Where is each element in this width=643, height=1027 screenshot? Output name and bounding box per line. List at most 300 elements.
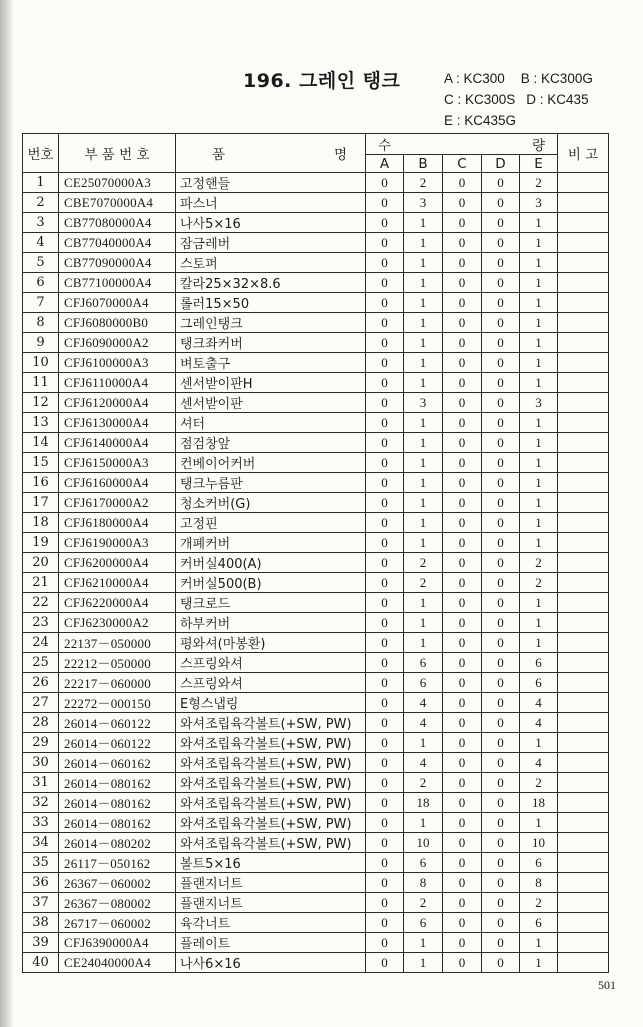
qty-e: 1 xyxy=(520,473,558,493)
header-name-2: 명 xyxy=(333,147,347,163)
part-name: 와셔조립육각볼트(+SW, PW) xyxy=(176,733,366,753)
row-number: 7 xyxy=(23,293,59,313)
part-name: 컨베이어커버 xyxy=(176,453,366,473)
qty-b: 1 xyxy=(404,373,443,393)
qty-b: 1 xyxy=(404,213,443,233)
table-row xyxy=(23,433,609,453)
qty-b: 1 xyxy=(404,253,443,273)
row-number: 21 xyxy=(23,573,59,593)
qty-b: 18 xyxy=(404,793,443,813)
qty-c: 0 xyxy=(443,873,482,893)
part-number: CFJ6150000A3 xyxy=(59,453,176,473)
part-name: 스프링와셔 xyxy=(176,673,366,693)
qty-a: 0 xyxy=(366,613,404,633)
table-row xyxy=(23,933,609,953)
row-number: 8 xyxy=(23,313,59,333)
row-number: 25 xyxy=(23,653,59,673)
table-row xyxy=(23,673,609,693)
qty-c: 0 xyxy=(443,773,482,793)
parts-table-body xyxy=(23,173,609,973)
row-number: 19 xyxy=(23,533,59,553)
part-name: 커버실400(A) xyxy=(176,553,366,573)
part-number: CFJ6210000A4 xyxy=(59,573,176,593)
header-row-1 xyxy=(23,134,609,155)
table-row xyxy=(23,573,609,593)
part-number: CB77040000A4 xyxy=(59,233,176,253)
qty-e: 1 xyxy=(520,313,558,333)
table-row xyxy=(23,233,609,253)
part-name: 와셔조립육각볼트(+SW, PW) xyxy=(176,713,366,733)
part-name: 고정핀 xyxy=(176,513,366,533)
row-number: 29 xyxy=(23,733,59,753)
qty-c: 0 xyxy=(443,393,482,413)
part-name: 스토퍼 xyxy=(176,253,366,273)
qty-d: 0 xyxy=(482,493,520,513)
qty-a: 0 xyxy=(366,653,404,673)
table-row xyxy=(23,293,609,313)
remarks-cell xyxy=(558,953,609,973)
header-part-no: 부 품 번 호 xyxy=(59,134,176,173)
qty-a: 0 xyxy=(366,593,404,613)
header-col-e: E xyxy=(520,155,558,173)
part-number: 26014－060162 xyxy=(59,753,176,773)
qty-c: 0 xyxy=(443,693,482,713)
qty-e: 2 xyxy=(520,773,558,793)
row-number: 20 xyxy=(23,553,59,573)
row-number: 12 xyxy=(23,393,59,413)
qty-b: 4 xyxy=(404,713,443,733)
part-name: 스프링와셔 xyxy=(176,653,366,673)
qty-d: 0 xyxy=(482,873,520,893)
qty-c: 0 xyxy=(443,573,482,593)
qty-e: 10 xyxy=(520,833,558,853)
qty-b: 1 xyxy=(404,333,443,353)
part-name: 롤러15×50 xyxy=(176,293,366,313)
qty-d: 0 xyxy=(482,773,520,793)
qty-c: 0 xyxy=(443,813,482,833)
model-c: C : KC300S xyxy=(444,92,516,107)
row-number: 24 xyxy=(23,633,59,653)
qty-b: 6 xyxy=(404,673,443,693)
model-b: B : KC300G xyxy=(520,71,593,86)
qty-a: 0 xyxy=(366,293,404,313)
row-number: 39 xyxy=(23,933,59,953)
table-row xyxy=(23,393,609,413)
row-number: 5 xyxy=(23,253,59,273)
part-number: CFJ6090000A2 xyxy=(59,333,176,353)
part-number: 26014－080162 xyxy=(59,773,176,793)
qty-b: 1 xyxy=(404,293,443,313)
part-number: CB77080000A4 xyxy=(59,213,176,233)
remarks-cell xyxy=(558,773,609,793)
qty-c: 0 xyxy=(443,173,482,193)
qty-a: 0 xyxy=(366,573,404,593)
row-number: 11 xyxy=(23,373,59,393)
qty-a: 0 xyxy=(366,413,404,433)
remarks-cell xyxy=(558,453,609,473)
model-a: A : KC300 xyxy=(444,71,505,86)
remarks-cell xyxy=(558,493,609,513)
qty-a: 0 xyxy=(366,333,404,353)
qty-d: 0 xyxy=(482,593,520,613)
qty-b: 1 xyxy=(404,273,443,293)
part-name: 탱크로드 xyxy=(176,593,366,613)
qty-b: 1 xyxy=(404,613,443,633)
qty-e: 1 xyxy=(520,813,558,833)
qty-b: 1 xyxy=(404,233,443,253)
part-number: CFJ6140000A4 xyxy=(59,433,176,453)
qty-b: 8 xyxy=(404,873,443,893)
table-row xyxy=(23,553,609,573)
header-qty-1: 수 xyxy=(378,138,392,154)
part-number: CFJ6120000A4 xyxy=(59,393,176,413)
qty-a: 0 xyxy=(366,213,404,233)
qty-e: 1 xyxy=(520,493,558,513)
remarks-cell xyxy=(558,413,609,433)
remarks-cell xyxy=(558,833,609,853)
part-name: 칼라25×32×8.6 xyxy=(176,273,366,293)
qty-d: 0 xyxy=(482,393,520,413)
qty-b: 1 xyxy=(404,633,443,653)
qty-b: 2 xyxy=(404,173,443,193)
qty-e: 1 xyxy=(520,513,558,533)
qty-c: 0 xyxy=(443,933,482,953)
part-number: 22212－050000 xyxy=(59,653,176,673)
qty-c: 0 xyxy=(443,553,482,573)
qty-b: 1 xyxy=(404,433,443,453)
remarks-cell xyxy=(558,693,609,713)
remarks-cell xyxy=(558,853,609,873)
qty-b: 6 xyxy=(404,653,443,673)
remarks-cell xyxy=(558,333,609,353)
table-row xyxy=(23,273,609,293)
part-number: CE24040000A4 xyxy=(59,953,176,973)
table-row xyxy=(23,373,609,393)
qty-a: 0 xyxy=(366,673,404,693)
qty-c: 0 xyxy=(443,733,482,753)
model-d: D : KC435 xyxy=(526,92,589,107)
qty-d: 0 xyxy=(482,233,520,253)
qty-a: 0 xyxy=(366,253,404,273)
row-number: 1 xyxy=(23,173,59,193)
remarks-cell xyxy=(558,393,609,413)
part-name: 개폐커버 xyxy=(176,533,366,553)
remarks-cell xyxy=(558,613,609,633)
qty-d: 0 xyxy=(482,713,520,733)
row-number: 10 xyxy=(23,353,59,373)
row-number: 16 xyxy=(23,473,59,493)
qty-e: 1 xyxy=(520,453,558,473)
remarks-cell xyxy=(558,633,609,653)
qty-b: 2 xyxy=(404,893,443,913)
part-number: CB77090000A4 xyxy=(59,253,176,273)
part-name: 파스너 xyxy=(176,193,366,213)
qty-b: 2 xyxy=(404,553,443,573)
qty-a: 0 xyxy=(366,733,404,753)
qty-d: 0 xyxy=(482,373,520,393)
table-row xyxy=(23,873,609,893)
remarks-cell xyxy=(558,313,609,333)
qty-a: 0 xyxy=(366,313,404,333)
table-row xyxy=(23,853,609,873)
qty-c: 0 xyxy=(443,673,482,693)
qty-c: 0 xyxy=(443,533,482,553)
part-number: CB77100000A4 xyxy=(59,273,176,293)
part-number: CFJ6110000A4 xyxy=(59,373,176,393)
qty-c: 0 xyxy=(443,653,482,673)
qty-d: 0 xyxy=(482,893,520,913)
remarks-cell xyxy=(558,593,609,613)
qty-b: 1 xyxy=(404,533,443,553)
model-legend xyxy=(444,68,593,131)
qty-d: 0 xyxy=(482,693,520,713)
qty-e: 8 xyxy=(520,873,558,893)
qty-d: 0 xyxy=(482,413,520,433)
header-col-c: C xyxy=(443,155,482,173)
remarks-cell xyxy=(558,813,609,833)
qty-e: 2 xyxy=(520,173,558,193)
qty-a: 0 xyxy=(366,753,404,773)
table-row xyxy=(23,613,609,633)
part-name: 잠금레버 xyxy=(176,233,366,253)
qty-b: 1 xyxy=(404,453,443,473)
qty-a: 0 xyxy=(366,533,404,553)
table-row xyxy=(23,333,609,353)
qty-e: 18 xyxy=(520,793,558,813)
qty-d: 0 xyxy=(482,253,520,273)
remarks-cell xyxy=(558,653,609,673)
qty-c: 0 xyxy=(443,373,482,393)
part-number: 26014－080162 xyxy=(59,813,176,833)
qty-b: 6 xyxy=(404,853,443,873)
qty-b: 2 xyxy=(404,573,443,593)
table-row xyxy=(23,893,609,913)
qty-e: 1 xyxy=(520,373,558,393)
qty-e: 1 xyxy=(520,593,558,613)
table-row xyxy=(23,693,609,713)
part-name: 와셔조립육각볼트(+SW, PW) xyxy=(176,793,366,813)
qty-d: 0 xyxy=(482,673,520,693)
page-binding-shadow xyxy=(0,0,14,1027)
qty-a: 0 xyxy=(366,893,404,913)
remarks-cell xyxy=(558,473,609,493)
table-row xyxy=(23,173,609,193)
table-row xyxy=(23,713,609,733)
qty-c: 0 xyxy=(443,333,482,353)
table-row xyxy=(23,533,609,553)
part-name: 와셔조립육각볼트(+SW, PW) xyxy=(176,833,366,853)
qty-d: 0 xyxy=(482,433,520,453)
remarks-cell xyxy=(558,193,609,213)
part-number: CFJ6230000A2 xyxy=(59,613,176,633)
part-number: 26014－060122 xyxy=(59,733,176,753)
row-number: 4 xyxy=(23,233,59,253)
qty-d: 0 xyxy=(482,953,520,973)
part-number: CFJ6160000A4 xyxy=(59,473,176,493)
qty-c: 0 xyxy=(443,453,482,473)
row-number: 18 xyxy=(23,513,59,533)
qty-a: 0 xyxy=(366,873,404,893)
qty-e: 3 xyxy=(520,193,558,213)
remarks-cell xyxy=(558,293,609,313)
part-number: 26014－080162 xyxy=(59,793,176,813)
qty-e: 1 xyxy=(520,233,558,253)
part-name: 벼토출구 xyxy=(176,353,366,373)
header-no: 번호 xyxy=(23,134,59,173)
remarks-cell xyxy=(558,533,609,553)
qty-e: 1 xyxy=(520,433,558,453)
remarks-cell xyxy=(558,373,609,393)
remarks-cell xyxy=(558,573,609,593)
qty-c: 0 xyxy=(443,213,482,233)
qty-c: 0 xyxy=(443,753,482,773)
qty-a: 0 xyxy=(366,553,404,573)
qty-a: 0 xyxy=(366,233,404,253)
qty-e: 2 xyxy=(520,893,558,913)
part-name: 플랜지너트 xyxy=(176,873,366,893)
qty-e: 1 xyxy=(520,633,558,653)
parts-table xyxy=(22,133,609,973)
part-number: 26117－050162 xyxy=(59,853,176,873)
table-row xyxy=(23,193,609,213)
part-number: 22137－050000 xyxy=(59,633,176,653)
remarks-cell xyxy=(558,173,609,193)
qty-b: 4 xyxy=(404,753,443,773)
qty-e: 1 xyxy=(520,293,558,313)
qty-d: 0 xyxy=(482,333,520,353)
qty-c: 0 xyxy=(443,793,482,813)
part-name: 하부커버 xyxy=(176,613,366,633)
qty-b: 6 xyxy=(404,913,443,933)
qty-c: 0 xyxy=(443,633,482,653)
remarks-cell xyxy=(558,273,609,293)
table-row xyxy=(23,413,609,433)
remarks-cell xyxy=(558,553,609,573)
row-number: 33 xyxy=(23,813,59,833)
part-number: 26014－060122 xyxy=(59,713,176,733)
row-number: 6 xyxy=(23,273,59,293)
qty-a: 0 xyxy=(366,193,404,213)
part-name: 탱크누름판 xyxy=(176,473,366,493)
qty-e: 1 xyxy=(520,253,558,273)
qty-e: 6 xyxy=(520,913,558,933)
qty-e: 1 xyxy=(520,273,558,293)
part-name: 탱크좌커버 xyxy=(176,333,366,353)
qty-e: 1 xyxy=(520,213,558,233)
part-name: 고정핸들 xyxy=(176,173,366,193)
row-number: 2 xyxy=(23,193,59,213)
row-number: 13 xyxy=(23,413,59,433)
qty-d: 0 xyxy=(482,213,520,233)
row-number: 22 xyxy=(23,593,59,613)
header-name xyxy=(176,134,366,173)
qty-e: 6 xyxy=(520,673,558,693)
part-name: 커버실500(B) xyxy=(176,573,366,593)
qty-c: 0 xyxy=(443,613,482,633)
qty-d: 0 xyxy=(482,353,520,373)
table-row xyxy=(23,653,609,673)
qty-c: 0 xyxy=(443,313,482,333)
part-name: 볼트5×16 xyxy=(176,853,366,873)
remarks-cell xyxy=(558,893,609,913)
table-row xyxy=(23,813,609,833)
part-number: 26014－080202 xyxy=(59,833,176,853)
remarks-cell xyxy=(558,233,609,253)
qty-a: 0 xyxy=(366,713,404,733)
page-title: 196. 그레인 탱크 xyxy=(243,70,401,92)
qty-c: 0 xyxy=(443,233,482,253)
table-row xyxy=(23,913,609,933)
qty-c: 0 xyxy=(443,853,482,873)
row-number: 26 xyxy=(23,673,59,693)
qty-d: 0 xyxy=(482,553,520,573)
part-name: 와셔조립육각볼트(+SW, PW) xyxy=(176,753,366,773)
remarks-cell xyxy=(558,753,609,773)
part-name: 점검창앞 xyxy=(176,433,366,453)
model-legend-row-2 xyxy=(444,89,593,110)
qty-b: 1 xyxy=(404,953,443,973)
qty-b: 4 xyxy=(404,693,443,713)
table-row xyxy=(23,493,609,513)
qty-d: 0 xyxy=(482,313,520,333)
remarks-cell xyxy=(558,673,609,693)
row-number: 27 xyxy=(23,693,59,713)
qty-e: 1 xyxy=(520,953,558,973)
qty-e: 1 xyxy=(520,933,558,953)
qty-c: 0 xyxy=(443,893,482,913)
table-row xyxy=(23,473,609,493)
row-number: 40 xyxy=(23,953,59,973)
part-name: 나사5×16 xyxy=(176,213,366,233)
qty-d: 0 xyxy=(482,173,520,193)
qty-d: 0 xyxy=(482,513,520,533)
part-name: E형스냅링 xyxy=(176,693,366,713)
row-number: 35 xyxy=(23,853,59,873)
qty-e: 1 xyxy=(520,333,558,353)
header-col-a: A xyxy=(366,155,404,173)
qty-c: 0 xyxy=(443,473,482,493)
qty-a: 0 xyxy=(366,373,404,393)
part-name: 와셔조립육각볼트(+SW, PW) xyxy=(176,773,366,793)
part-name: 와셔조립육각볼트(+SW, PW) xyxy=(176,813,366,833)
row-number: 32 xyxy=(23,793,59,813)
qty-a: 0 xyxy=(366,513,404,533)
qty-e: 4 xyxy=(520,693,558,713)
qty-c: 0 xyxy=(443,413,482,433)
part-number: 22272－000150 xyxy=(59,693,176,713)
row-number: 15 xyxy=(23,453,59,473)
qty-c: 0 xyxy=(443,353,482,373)
remarks-cell xyxy=(558,713,609,733)
table-row xyxy=(23,353,609,373)
qty-a: 0 xyxy=(366,433,404,453)
qty-a: 0 xyxy=(366,773,404,793)
qty-e: 1 xyxy=(520,613,558,633)
qty-b: 1 xyxy=(404,513,443,533)
qty-e: 1 xyxy=(520,533,558,553)
table-row xyxy=(23,773,609,793)
row-number: 23 xyxy=(23,613,59,633)
part-number: 26367－080002 xyxy=(59,893,176,913)
qty-e: 6 xyxy=(520,653,558,673)
remarks-cell xyxy=(558,873,609,893)
page-number: 501 xyxy=(598,978,616,992)
qty-e: 1 xyxy=(520,353,558,373)
qty-b: 3 xyxy=(404,193,443,213)
part-name: 플레이트 xyxy=(176,933,366,953)
part-name: 센서받이판 xyxy=(176,393,366,413)
model-legend-row-3 xyxy=(444,110,593,131)
